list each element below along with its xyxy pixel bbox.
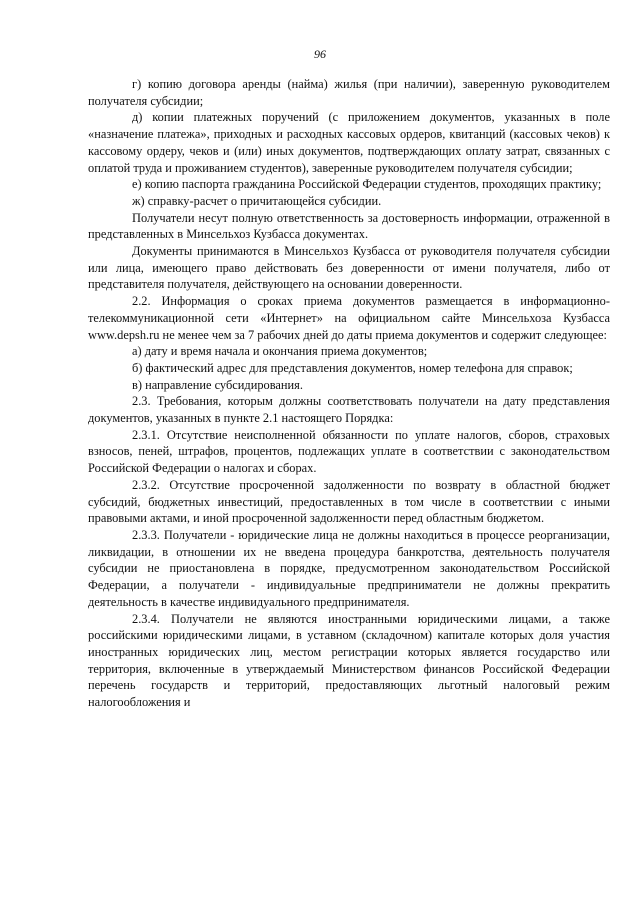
paragraph-g: г) копию договора аренды (найма) жилья (при наличии), заверенную руководителем получателя субсидии; [88, 77, 610, 108]
paragraph-2-3-2: 2.3.2. Отсутствие просроченной задолженности по возврату в областной бюджет субсидий, бюджетных инвестиций, предоставленных в том числе в соответствии с иными правовыми актами, и иной просроченной задолженности перед областным бюджетом. [88, 477, 610, 526]
document-body [88, 76, 610, 711]
paragraph-2-3-1: 2.3.1. Отсутствие неисполненной обязанности по уплате налогов, сборов, страховых взносов, пеней, штрафов, процентов, подлежащих уплате в соответствии с законодательством Российской Федерации о налогах и сборах. [88, 427, 610, 476]
paragraph-responsibility: Получатели несут полную ответственность за достоверность информации, отраженной в представленных в Минсельхоз Кузбасса документах. [88, 210, 610, 242]
paragraph-e: е) копию паспорта гражданина Российской Федерации студентов, проходящих практику; [132, 177, 602, 192]
paragraph-2-3: 2.3. Требования, которым должны соответствовать получатели на дату представления документов, указанных в пункте 2.1 настоящего Порядка: [88, 394, 610, 426]
page-number: 96 [314, 47, 326, 61]
paragraph-d: д) копии платежных поручений (с приложением документов, указанных в поле «назначение платежа», приходных и расходных кассовых ордеров, квитанций (кассовых чеков) к кассовому ордеру, чеков и (или) иных документов, подтверждающих оплату затрат, связанных с оплатой труда и проживанием студентов), заверенные руководителем получателя субсидии; [88, 110, 610, 175]
paragraph-a: а) дату и время начала и окончания приема документов; [132, 344, 428, 359]
paragraph-2-2: 2.2. Информация о сроках приема документов размещается в информационно-телекоммуникационной сети «Интернет» на официальном сайте Минсельхоза Кузбасса www.depsh.ru не менее чем за 7 рабочих дней до даты приема документов и содержит следующее: [88, 294, 610, 342]
paragraph-zh: ж) справку-расчет о причитающейся субсидии. [132, 193, 382, 208]
paragraph-2-3-4: 2.3.4. Получатели не являются иностранными юридическими лицами, а также российскими юридическими лицами, в уставном (складочном) капитале которых доля участия иностранных юридических лиц, местом регистрации которых является государство или территория, включенные в утверждаемый Министерством финансов Российской Федерации перечень государств и территорий, предоставляющих льготный налоговый режим налогообложения и [88, 611, 610, 710]
paragraph-b: б) фактический адрес для представления документов, номер телефона для справок; [132, 360, 573, 375]
paragraph-2-3-3: 2.3.3. Получатели - юридические лица не должны находиться в процессе реорганизации, ликвидации, в отношении их не введена процедура банкротства, деятельность получателя субсидии не приостановлена в порядке, предусмотренном законодательством Российской Федерации, а получатели - индивидуальные предприниматели не должны прекратить деятельность в качестве индивидуального предпринимателя. [88, 527, 610, 609]
paragraph-documents-accepted: Документы принимаются в Минсельхоз Кузбасса от руководителя получателя субсидии или лица, имеющего право действовать без доверенности от имени получателя, либо от представителя получателя, действующего на основании доверенности. [88, 244, 610, 292]
paragraph-v: в) направление субсидирования. [132, 377, 303, 392]
